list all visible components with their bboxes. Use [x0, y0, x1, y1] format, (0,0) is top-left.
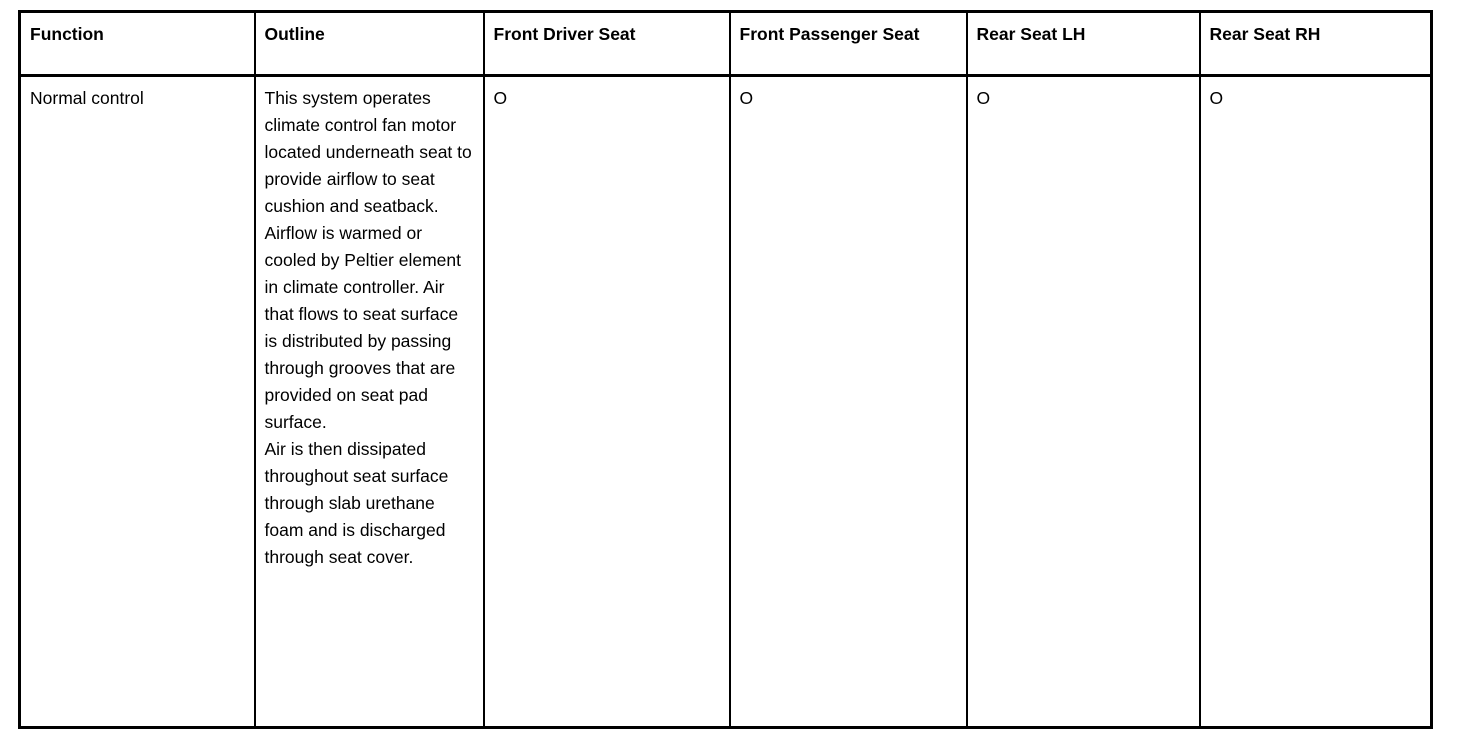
outline-paragraph-2: Air is then dissipated throughout seat surface through slab urethane foam and is discharged through seat cover.	[264, 439, 449, 567]
header-row	[20, 12, 1432, 76]
cell-function: Normal control	[20, 76, 255, 728]
header-front-passenger-seat: Front Passenger Seat	[730, 12, 967, 76]
outline-paragraph-1: This system operates climate control fan motor located underneath seat to provide airflow to seat cushion and seatback. Airflow is warmed or cooled by Peltier element in climate controller. Air that flows to seat surface is distributed by passing through grooves that are provided on seat pad surface.	[264, 88, 472, 432]
cell-rear-seat-lh-mark: O	[967, 76, 1200, 728]
header-function: Function	[20, 12, 255, 76]
header-rear-seat-rh: Rear Seat RH	[1200, 12, 1432, 76]
header-rear-seat-lh: Rear Seat LH	[967, 12, 1200, 76]
cell-outline	[255, 76, 484, 728]
cell-front-passenger-seat-mark: O	[730, 76, 967, 728]
header-front-driver-seat: Front Driver Seat	[484, 12, 730, 76]
cell-front-driver-seat-mark: O	[484, 76, 730, 728]
seat-climate-function-table	[18, 10, 1433, 729]
header-outline: Outline	[255, 12, 484, 76]
table-row	[20, 76, 1432, 728]
cell-rear-seat-rh-mark: O	[1200, 76, 1432, 728]
